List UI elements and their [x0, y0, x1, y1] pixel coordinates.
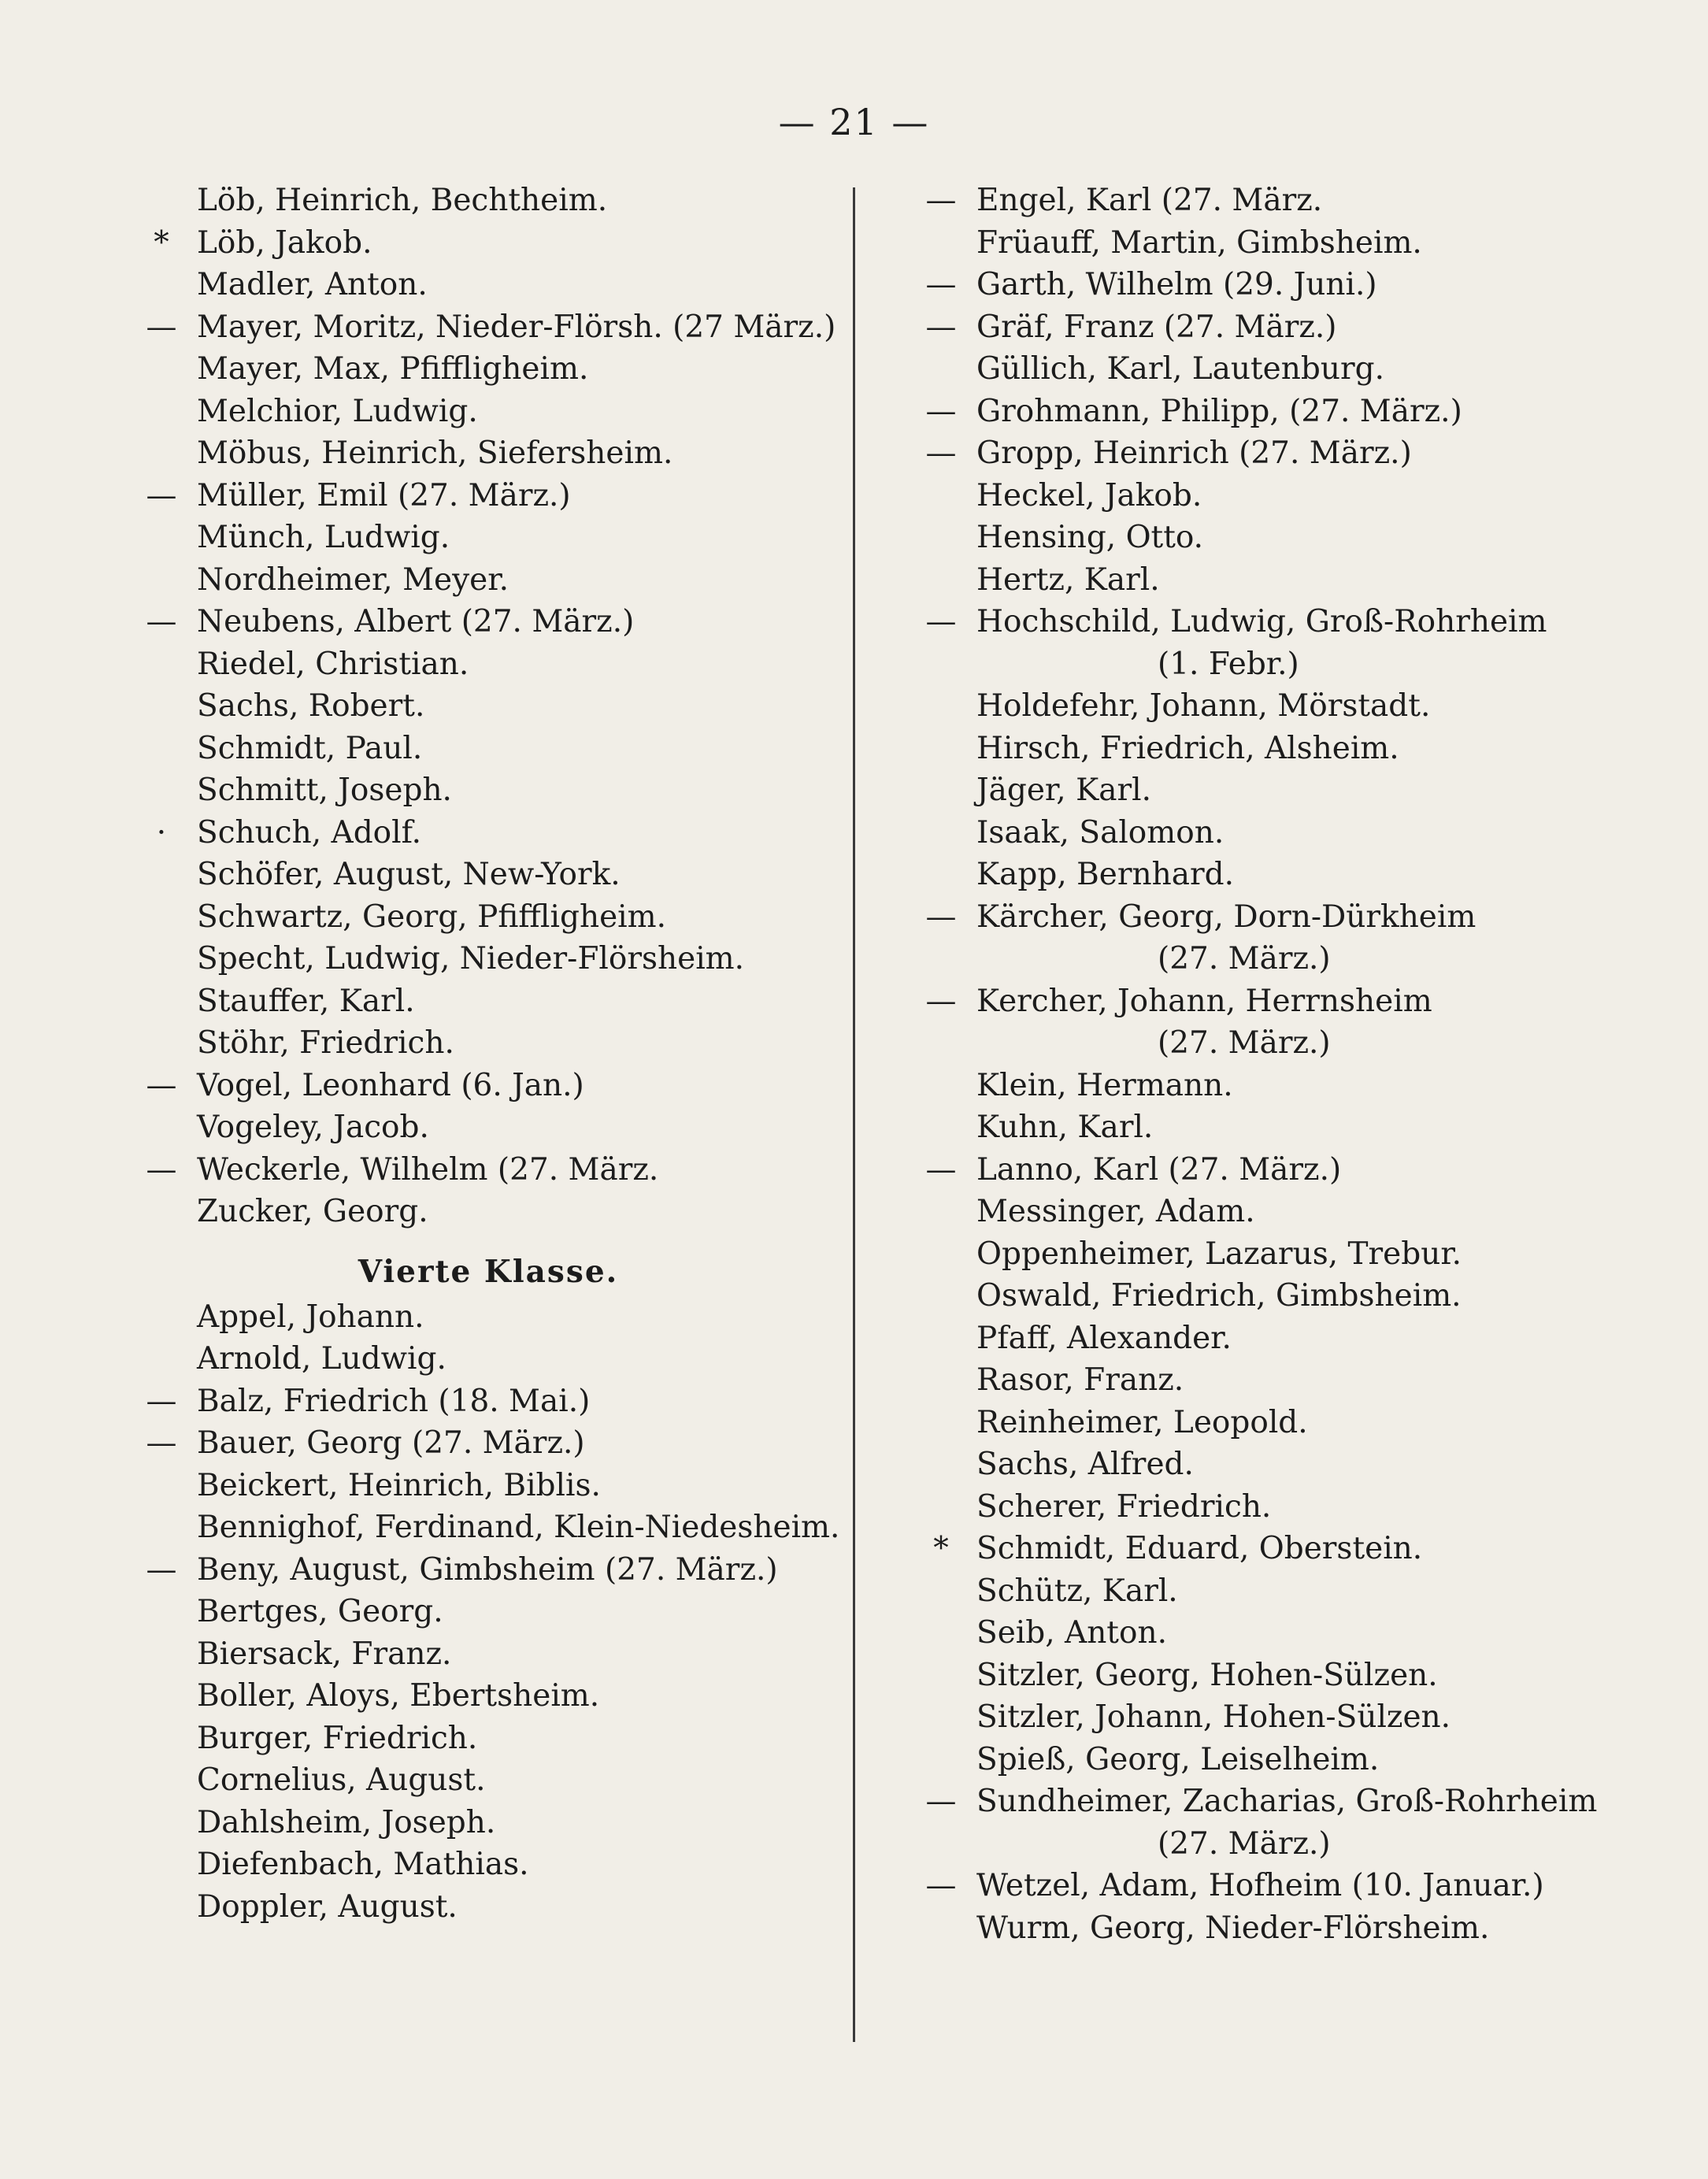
name-entry [921, 264, 1575, 306]
entry-text: Stauffer, Karl. [197, 983, 415, 1019]
entry-text: Hensing, Otto. [976, 520, 1204, 555]
entry-mark: — [925, 1151, 957, 1188]
name-entry [921, 1191, 1575, 1233]
entry-text: Kercher, Johann, Herrnsheim [976, 983, 1432, 1019]
name-entry [142, 1675, 835, 1718]
entry-text: Holdefehr, Johann, Mörstadt. [976, 688, 1431, 724]
entry-text: Diefenbach, Mathias. [197, 1847, 529, 1882]
entry-text: Schmitt, Joseph. [197, 773, 452, 808]
name-entry [142, 1633, 835, 1676]
entry-text: Cornelius, August. [197, 1762, 486, 1798]
name-entry [142, 980, 835, 1023]
name-entry [142, 475, 835, 517]
section-heading [142, 1247, 835, 1296]
name-entry [142, 264, 835, 306]
entry-text: Reinheimer, Leopold. [976, 1404, 1308, 1440]
entry-text: Güllich, Karl, Lautenburg. [976, 351, 1384, 387]
entry-text: Boller, Aloys, Ebertsheim. [197, 1678, 600, 1714]
entry-continuation [921, 643, 1575, 686]
name-entry [921, 1275, 1575, 1317]
entry-text: Pfaff, Alexander. [976, 1320, 1232, 1356]
entry-text: Schöfer, August, New-York. [197, 857, 621, 892]
entry-mark: — [925, 983, 957, 1019]
name-entry [142, 1886, 835, 1929]
entry-text: Löb, Jakob. [197, 224, 372, 261]
name-entry [921, 1781, 1598, 1823]
name-entry [921, 1359, 1575, 1402]
entry-continuation [921, 1022, 1575, 1065]
entry-text: Hirsch, Friedrich, Alsheim. [976, 730, 1399, 766]
name-entry [921, 1065, 1575, 1107]
name-entry [142, 1802, 835, 1844]
name-entry [142, 728, 835, 770]
entry-text: Klein, Hermann. [976, 1067, 1233, 1103]
name-entry [142, 896, 835, 939]
name-entry [142, 1422, 835, 1465]
entry-text: Beickert, Heinrich, Biblis. [197, 1467, 601, 1503]
name-entry [921, 1486, 1575, 1529]
entry-mark: — [146, 1551, 177, 1588]
entry-text: Münch, Ludwig. [197, 520, 450, 555]
entry-text: Hochschild, Ludwig, Groß-Rohrheim [976, 604, 1547, 639]
entry-text: Löb, Heinrich, Bechtheim. [197, 183, 608, 218]
entry-mark: — [146, 309, 177, 345]
entry-text: Wetzel, Adam, Hofheim (10. Januar.) [976, 1868, 1544, 1903]
entry-text: Möbus, Heinrich, Siefersheim. [197, 435, 673, 471]
name-entry [921, 685, 1575, 728]
name-entry [142, 432, 835, 475]
entry-text: Kapp, Bernhard. [976, 857, 1234, 892]
entry-text: Arnold, Ludwig. [197, 1341, 446, 1377]
entry-mark: — [925, 604, 957, 639]
name-entry [142, 769, 835, 812]
entry-mark: — [925, 435, 957, 471]
name-entry [921, 391, 1575, 433]
name-entry [142, 391, 835, 433]
name-entry [921, 1317, 1575, 1360]
entry-mark: — [925, 309, 957, 345]
entry-text: Burger, Friedrich. [197, 1720, 478, 1756]
entry-text: Kuhn, Karl. [976, 1110, 1154, 1145]
entry-mark: — [925, 267, 957, 302]
entry-text: Zucker, Georg. [197, 1194, 428, 1229]
entry-mark: — [925, 1868, 957, 1903]
name-entry [142, 1296, 835, 1339]
name-entry [142, 348, 835, 391]
entry-text: Mayer, Moritz, Nieder-Flörsh. (27 März.) [197, 309, 836, 345]
name-entry [921, 1655, 1575, 1697]
name-entry [921, 180, 1575, 222]
entry-text: Bauer, Georg (27. März.) [197, 1425, 585, 1461]
entry-mark: — [146, 1425, 177, 1461]
name-entry [921, 769, 1575, 812]
name-entry [142, 938, 835, 980]
name-entry [142, 1022, 835, 1065]
entry-text: Wurm, Georg, Nieder-Flörsheim. [976, 1910, 1490, 1946]
name-entry [142, 517, 835, 559]
entry-text: Scherer, Friedrich. [976, 1488, 1272, 1525]
name-entry [142, 643, 835, 686]
name-entry [921, 812, 1575, 854]
name-entry [921, 306, 1575, 349]
name-entry [142, 559, 835, 602]
entry-text: Oswald, Friedrich, Gimbsheim. [976, 1278, 1462, 1314]
entry-text: Mayer, Max, Pfiffligheim. [197, 351, 589, 387]
name-entry [921, 1402, 1575, 1444]
right-name-list [921, 180, 1598, 1949]
entry-text: Sachs, Alfred. [976, 1447, 1194, 1482]
entry-text: (27. März.) [1158, 941, 1331, 976]
entry-text: Sitzler, Georg, Hohen-Sülzen. [976, 1657, 1438, 1693]
entry-text: Gropp, Heinrich (27. März.) [976, 435, 1412, 471]
entry-text: Rasor, Franz. [976, 1362, 1184, 1398]
entry-text: Spieß, Georg, Leiselheim. [976, 1741, 1380, 1777]
left-name-list-vierte-klasse [142, 1296, 840, 1929]
name-entry [142, 1506, 840, 1549]
name-entry [142, 222, 835, 265]
entry-text: Melchior, Ludwig. [197, 393, 478, 429]
entry-text: Balz, Friedrich (18. Mai.) [197, 1383, 591, 1419]
name-entry [142, 685, 835, 728]
name-entry [921, 601, 1575, 643]
name-entry [921, 980, 1575, 1023]
entry-text: Isaak, Salomon. [976, 814, 1224, 850]
name-entry [921, 1570, 1575, 1613]
name-entry [921, 728, 1575, 770]
entry-text: Sundheimer, Zacharias, Groß-Rohrheim [976, 1784, 1598, 1819]
entry-text: Müller, Emil (27. März.) [197, 477, 571, 513]
name-entry [142, 601, 835, 643]
name-entry [142, 1759, 835, 1802]
entry-text: Schmidt, Eduard, Oberstein. [976, 1531, 1423, 1566]
entry-mark: — [925, 393, 957, 429]
entry-mark: — [146, 604, 177, 639]
entry-text: Engel, Karl (27. März. [976, 183, 1323, 218]
name-entry [921, 1149, 1575, 1191]
name-entry [921, 1106, 1575, 1149]
name-entry [142, 1106, 835, 1149]
entry-text: Grohmann, Philipp, (27. März.) [976, 393, 1462, 429]
entry-text: Schütz, Karl. [976, 1573, 1178, 1609]
entry-text: Schwartz, Georg, Pfiffligheim. [197, 899, 667, 935]
section-heading-text: Vierte Klasse. [358, 1253, 619, 1290]
entry-mark: — [925, 1784, 957, 1819]
column-divider [853, 187, 855, 2042]
name-entry [921, 1696, 1575, 1739]
entry-mark: * [933, 1531, 949, 1566]
left-name-list [142, 180, 835, 1233]
entry-text: Appel, Johann. [197, 1299, 424, 1335]
entry-text: Neubens, Albert (27. März.) [197, 604, 635, 639]
entry-text: Schuch, Adolf. [197, 814, 422, 850]
name-entry [921, 896, 1575, 939]
entry-text: Specht, Ludwig, Nieder-Flörsheim. [197, 941, 745, 976]
entry-text: Lanno, Karl (27. März.) [976, 1151, 1342, 1188]
entry-text: (27. März.) [1158, 1825, 1331, 1862]
name-entry [142, 1718, 835, 1760]
entry-text: Garth, Wilhelm (29. Juni.) [976, 267, 1377, 302]
name-entry [921, 348, 1575, 391]
entry-text: Doppler, August. [197, 1888, 458, 1925]
entry-text: Bennighof, Ferdinand, Klein-Niedesheim. [197, 1510, 840, 1545]
entry-text: Vogeley, Jacob. [197, 1110, 429, 1145]
name-entry [142, 1191, 835, 1233]
name-entry [921, 1865, 1575, 1907]
entry-mark: — [925, 183, 957, 218]
entry-text: (1. Febr.) [1158, 646, 1299, 682]
name-entry [142, 1065, 835, 1107]
page-number: — 21 — [778, 101, 930, 143]
entry-text: Biersack, Franz. [197, 1636, 452, 1672]
entry-text: Kärcher, Georg, Dorn-Dürkheim [976, 899, 1476, 935]
entry-mark: — [146, 477, 177, 513]
left-column [142, 180, 840, 1928]
name-entry [921, 1739, 1575, 1781]
entry-text: Dahlsheim, Joseph. [197, 1804, 496, 1840]
name-entry [142, 1149, 835, 1191]
entry-mark: — [146, 1067, 177, 1103]
name-entry [142, 1338, 835, 1380]
entry-text: Heckel, Jakob. [976, 477, 1202, 513]
name-entry [142, 1844, 835, 1886]
entry-text: Vogel, Leonhard (6. Jan.) [197, 1067, 584, 1103]
entry-mark: — [146, 1383, 177, 1419]
entry-text: (27. März.) [1158, 1025, 1331, 1061]
entry-text: Seib, Anton. [976, 1615, 1167, 1651]
entry-text: Jäger, Karl. [976, 773, 1151, 808]
entry-text: Früauff, Martin, Gimbsheim. [976, 224, 1422, 261]
name-entry [921, 1907, 1575, 1950]
entry-mark: * [154, 224, 169, 261]
entry-text: Hertz, Karl. [976, 561, 1160, 598]
name-entry [921, 222, 1575, 265]
entry-continuation [921, 938, 1575, 980]
entry-text: Gräf, Franz (27. März.) [976, 309, 1337, 345]
entry-mark: — [925, 899, 957, 935]
name-entry [921, 432, 1575, 475]
name-entry [921, 854, 1575, 896]
name-entry [921, 1443, 1575, 1486]
name-entry [921, 475, 1575, 517]
entry-text: Bertges, Georg. [197, 1594, 443, 1629]
name-entry [921, 559, 1575, 602]
entry-text: Oppenheimer, Lazarus, Trebur. [976, 1236, 1462, 1272]
entry-mark: · [156, 814, 167, 850]
entry-text: Madler, Anton. [197, 267, 428, 302]
name-entry [921, 1612, 1575, 1655]
entry-text: Beny, August, Gimbsheim (27. März.) [197, 1551, 778, 1588]
name-entry [142, 854, 835, 896]
name-entry [142, 1380, 835, 1423]
name-entry [142, 306, 835, 349]
name-entry [142, 1465, 835, 1507]
name-entry [921, 1528, 1575, 1570]
entry-mark: — [146, 1151, 177, 1188]
entry-text: Stöhr, Friedrich. [197, 1025, 454, 1061]
entry-text: Weckerle, Wilhelm (27. März. [197, 1151, 659, 1188]
name-entry [921, 1233, 1575, 1276]
entry-text: Sachs, Robert. [197, 688, 425, 724]
name-entry [142, 180, 835, 222]
right-column [921, 180, 1598, 1949]
entry-continuation [921, 1823, 1575, 1866]
name-entry [142, 1591, 835, 1633]
entry-text: Messinger, Adam. [976, 1194, 1255, 1229]
entry-text: Nordheimer, Meyer. [197, 561, 509, 598]
name-entry [142, 812, 835, 854]
name-entry [142, 1549, 835, 1592]
entry-text: Riedel, Christian. [197, 646, 469, 682]
entry-text: Sitzler, Johann, Hohen-Sülzen. [976, 1699, 1451, 1735]
entry-text: Schmidt, Paul. [197, 730, 423, 766]
name-entry [921, 517, 1575, 559]
